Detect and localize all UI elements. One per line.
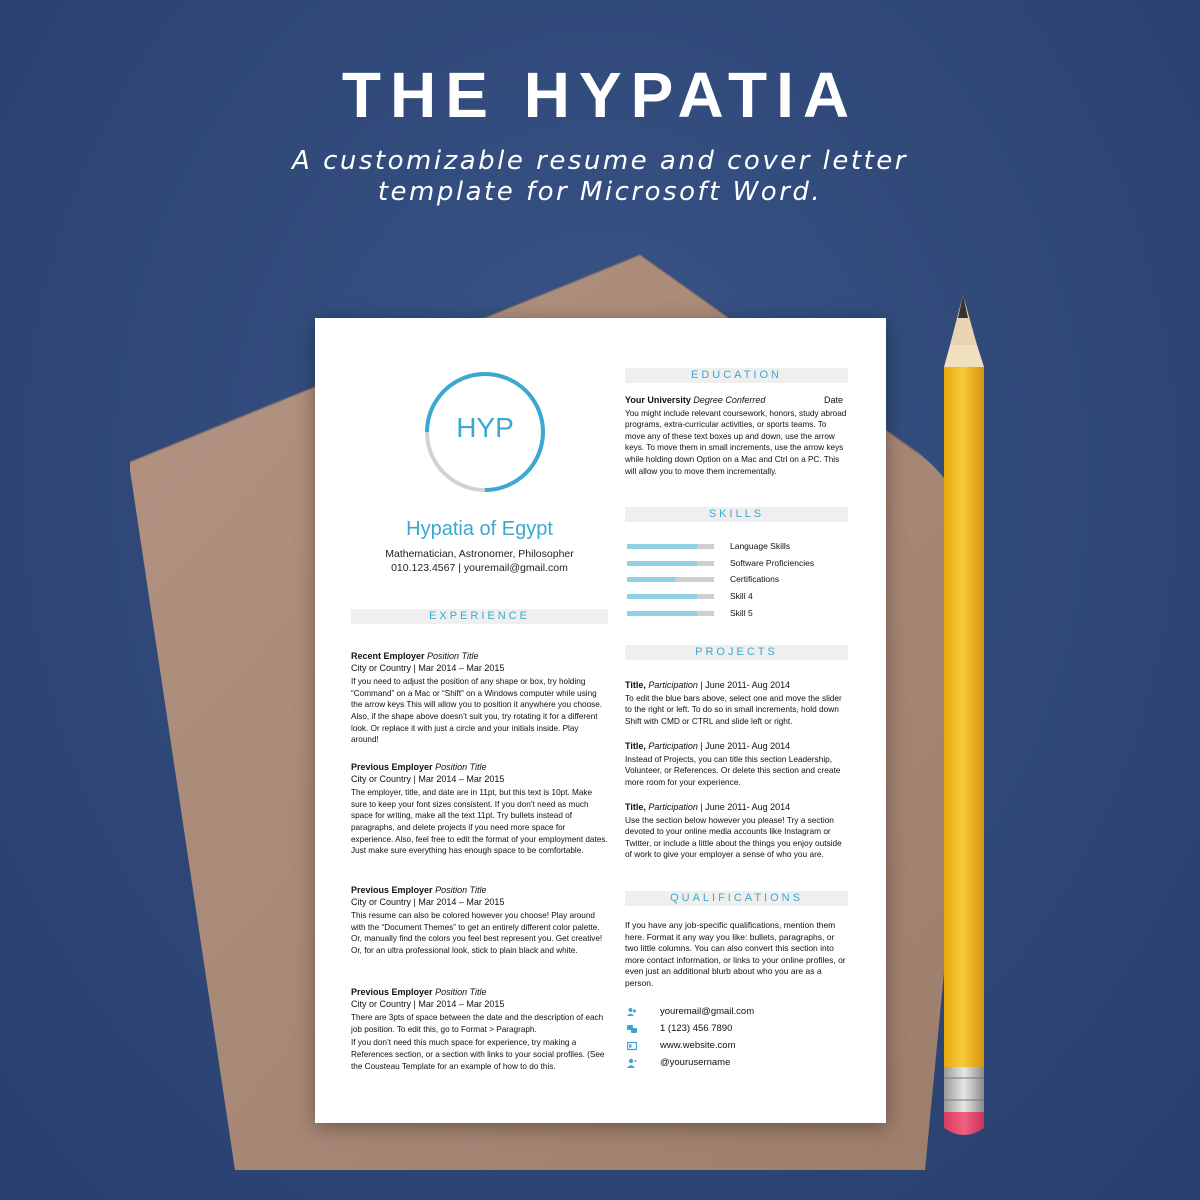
skill-bar-fill	[627, 577, 675, 582]
qualifications-text: If you have any job-specific qualifications, mention them here. Format it any way you like: bullets, paragraphs, or two little columns. You can also convert this section into more contact information, or links to your online profiles, or even just an additional blurb about who you are as a person.	[625, 920, 846, 988]
experience-item	[351, 651, 608, 748]
resume-page	[315, 318, 886, 1123]
section-heading-skills: SKILLS	[625, 507, 848, 522]
resume-tagline: Mathematician, Astronomer, Philosopher	[385, 548, 574, 560]
email-icon	[627, 1007, 637, 1017]
project-dates: | June 2011- Aug 2014	[697, 680, 791, 690]
contact-text[interactable]: youremail@gmail.com	[660, 1006, 755, 1017]
project-description: Instead of Projects, you can title this section Leadership, Volunteer, or References. Or delete this section and create more room for your experience.	[625, 753, 841, 787]
experience-item	[351, 762, 608, 859]
position-title: Position Title	[427, 651, 479, 661]
school-name: Your University	[625, 395, 691, 405]
skill-row	[625, 558, 848, 575]
position-title: Position Title	[435, 762, 487, 772]
section-heading-experience: EXPERIENCE	[351, 609, 608, 624]
skill-label: Skill 4	[730, 591, 753, 602]
contact-item-phone	[625, 1023, 848, 1040]
employer-name: Recent Employer	[351, 651, 425, 661]
monogram-initials: HYP	[456, 412, 514, 443]
contact-text[interactable]: @yourusername	[660, 1056, 731, 1068]
job-description: If you need to adjust the position of any shape or box, try holding “Command” on a Mac or “Shift” on a Windows computer while using the arrow keys This will allow you to position it anywhere you choose. Also, if the shape above doesn’t suit you, try rotating it for a different look. Or replace it with just a circle and your initials inside. Play around!	[351, 677, 603, 745]
project-dates: | June 2011- Aug 2014	[697, 741, 791, 751]
skill-bar[interactable]	[627, 544, 714, 549]
project-item	[625, 680, 848, 727]
project-role: Participation	[648, 802, 698, 812]
skill-bar[interactable]	[627, 611, 714, 616]
hero-title: THE HYPATIA	[341, 59, 859, 131]
contact-item-email	[625, 1006, 848, 1023]
job-description: This resume can also be colored however you choose! Play around with the “Document Themes” to get an entirely different color palette. Or, manually find the colors you feel best represent you. Get creative! Or, for an ultra professional look, stick to plain black and white.	[351, 911, 603, 955]
project-title: Title,	[625, 741, 646, 751]
user-icon	[627, 1058, 637, 1068]
project-role: Participation	[648, 741, 698, 751]
education-date: Date	[823, 395, 843, 405]
experience-item	[351, 885, 608, 959]
skill-row	[625, 591, 848, 608]
project-description: To edit the blue bars above, select one and move the slider to the right or left. To do so in small increments, hold down Shift with CMD or CTRL and slide left or right.	[625, 692, 842, 726]
project-title: Title,	[625, 680, 646, 690]
skills-list	[625, 541, 848, 624]
education-description: You might include relevant coursework, honors, study abroad programs, extra-curricular activities, or sports teams. To move any of these text boxes up and down, use the arrow keys. To move them in small increments, use the arrow keys while holding down Option on a Mac and Ctrl on a PC. This will allow you to move them incrementally.	[625, 408, 847, 476]
position-title: Position Title	[435, 987, 487, 997]
contact-item-username	[625, 1057, 848, 1074]
project-title: Title,	[625, 802, 646, 812]
website-icon	[627, 1041, 637, 1051]
project-role: Participation	[648, 680, 698, 690]
skill-bar-fill	[627, 544, 697, 549]
phone-icon	[627, 1024, 637, 1034]
project-item	[625, 741, 848, 788]
section-heading-projects: PROJECTS	[625, 645, 848, 660]
skill-label: Certifications	[730, 574, 780, 585]
hero-subtitle-line-2: template for Microsoft Word.	[377, 177, 823, 207]
job-meta: City or Country | Mar 2014 – Mar 2015	[351, 662, 505, 673]
skill-row	[625, 574, 848, 591]
job-meta: City or Country | Mar 2014 – Mar 2015	[351, 998, 505, 1009]
education-item	[625, 395, 848, 477]
job-description: If you don’t need this much space for experience, try making a References section, or a section with links to your social profiles. (See the Cousteau Template for an example of how to do this.	[351, 1038, 605, 1071]
skill-bar-fill	[627, 561, 697, 566]
section-heading-qualifications: QUALIFICATIONS	[625, 891, 848, 906]
skill-bar[interactable]	[627, 561, 714, 566]
project-description: Use the section below however you please! Try a section devoted to your online media accounts like Instagram or Twitter, or include a little about the things you enjoy outside of work to give your employer a sense of who you are.	[625, 814, 842, 860]
employer-name: Previous Employer	[351, 987, 433, 997]
skill-row	[625, 608, 848, 625]
section-heading-education: EDUCATION	[625, 368, 848, 383]
skill-row	[625, 541, 848, 558]
job-description: The employer, title, and date are in 11pt, but this text is 10pt. Make sure to keep your font sizes consistent. If you don’t need as much space for writing, make all the text 11pt. Try bullets instead of paragraphs, and delete projects if you need more space for experience. Also, feel free to edit the format of your employment dates. Just make sure everything has enough space to be comfortable.	[351, 788, 608, 856]
skill-label: Language Skills	[730, 541, 791, 551]
contact-list	[625, 1006, 848, 1074]
resume-name: Hypatia of Egypt	[406, 518, 553, 540]
contact-item-website	[625, 1040, 848, 1057]
skill-bar[interactable]	[627, 594, 714, 599]
skill-bar-fill	[627, 594, 697, 599]
position-title: Position Title	[435, 885, 487, 895]
degree: Degree Conferred	[693, 395, 766, 405]
project-item	[625, 802, 848, 861]
skill-label: Software Proficiencies	[730, 557, 815, 568]
employer-name: Previous Employer	[351, 885, 433, 895]
job-meta: City or Country | Mar 2014 – Mar 2015	[351, 896, 505, 907]
resume-contact-line: 010.123.4567 | youremail@gmail.com	[391, 562, 568, 574]
project-dates: | June 2011- Aug 2014	[697, 802, 791, 812]
contact-text[interactable]: www.website.com	[660, 1039, 736, 1051]
job-meta: City or Country | Mar 2014 – Mar 2015	[351, 773, 505, 784]
skill-bar[interactable]	[627, 577, 714, 582]
contact-text[interactable]: 1 (123) 456 7890	[660, 1022, 733, 1034]
skill-label: Skill 5	[730, 607, 753, 618]
hero-subtitle-line-1: A customizable resume and cover letter	[292, 146, 908, 176]
skill-bar-fill	[627, 611, 697, 616]
experience-item	[351, 987, 608, 1074]
employer-name: Previous Employer	[351, 762, 433, 772]
job-description: There are 3pts of space between the date and the description of each job position. To edit this, go to Format > Paragraph.	[351, 1013, 604, 1034]
